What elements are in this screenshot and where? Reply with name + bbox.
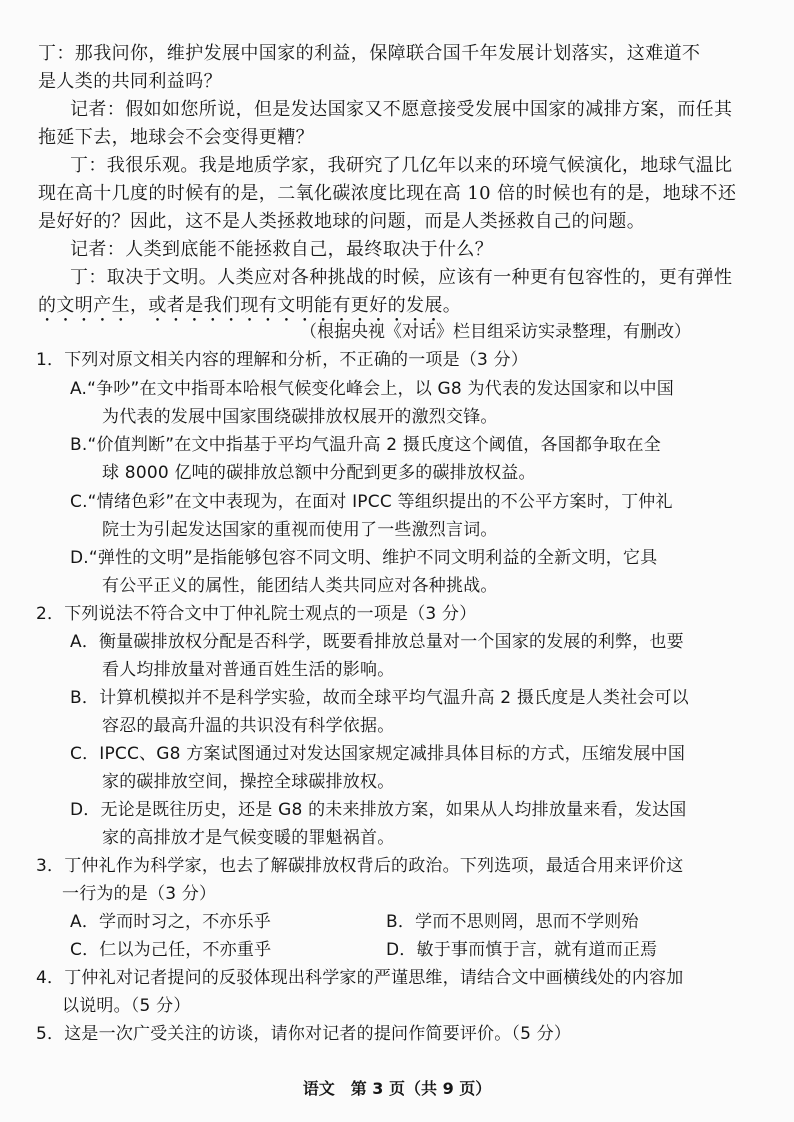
dialogue-line: 拖延下去，地球会不会变得更糟？ [38, 127, 314, 148]
dialogue-line: 是好好的？因此，这不是人类拯救地球的问题，而是人类拯救自己的问题。 [38, 211, 646, 232]
question-stem: 3．丁仲礼作为科学家，也去了解碳排放权背后的政治。下列选项，最适合用来评价这 [36, 856, 684, 876]
option-a: A．学而时习之，不亦乐乎 [70, 912, 272, 932]
option-b: B．学而不思则罔，思而不学则殆 [386, 912, 639, 932]
question-stem: 4．丁仲礼对记者提问的反驳体现出科学家的严谨思维，请结合文中画横线处的内容加 [36, 968, 684, 988]
question-stem-cont: 以说明。（5 分） [62, 996, 191, 1016]
dialogue-line-emphasized: 的文明产生，或者是我们现有文明能有更好的发展。 [38, 295, 462, 316]
option-b-cont: 容忍的最高升温的共识没有科学依据。 [102, 716, 395, 736]
option-b: B．计算机模拟并不是科学实验，故而全球平均气温升高 2 摄氏度是人类社会可以 [70, 688, 689, 708]
option-d: D．敏于事而慎于言，就有道而正焉 [386, 940, 658, 960]
option-d-cont: 有公平正义的属性，能团结人类共同应对各种挑战。 [102, 576, 498, 596]
option-c-cont: 家的碳排放空间，操控全球碳排放权。 [102, 772, 395, 792]
option-a: A.“争吵”在文中指哥本哈根气候变化峰会上，以 G8 为代表的发达国家和以中国 [70, 379, 674, 399]
question-stem: 1．下列对原文相关内容的理解和分析，不正确的一项是（3 分） [36, 350, 529, 370]
option-d: D.“弹性的文明”是指能够包容不同文明、维护不同文明利益的全新文明，它具 [70, 548, 658, 568]
option-a: A．衡量碳排放权分配是否科学，既要看排放总量对一个国家的发展的利弊，也要 [70, 632, 684, 652]
option-a-cont: 看人均排放量对普通百姓生活的影响。 [102, 660, 395, 680]
dialogue-line: 是人类的共同利益吗？ [38, 71, 222, 92]
option-b: B.“价值判断”在文中指基于平均气温升高 2 摄氏度这个阈值，各国都争取在全 [70, 435, 661, 455]
dialogue-line: 丁：那我问你，维护发展中国家的利益，保障联合国千年发展计划落实，这难道不 [38, 43, 701, 64]
page-footer: 语文 第 3 页（共 9 页） [302, 1079, 492, 1098]
option-c: C.“情绪色彩”在文中表现为，在面对 IPCC 等组织提出的不公平方案时，丁仲礼 [70, 492, 673, 512]
question-stem: 5．这是一次广受关注的访谈，请你对记者的提问作简要评价。（5 分） [36, 1024, 572, 1044]
question-stem: 2．下列说法不符合文中丁仲礼院士观点的一项是（3 分） [36, 604, 477, 624]
option-a-cont: 为代表的发展中国家围绕碳排放权展开的激烈交锋。 [102, 407, 498, 427]
source-note: （根据央视《对话》栏目组采访实录整理，有删改） [300, 322, 691, 342]
dialogue-line: 记者：人类到底能不能拯救自己，最终取决于什么？ [70, 239, 494, 260]
option-b-cont: 球 8000 亿吨的碳排放总额中分配到更多的碳排放权益。 [102, 463, 536, 483]
dialogue-line: 丁：我很乐观。我是地质学家，我研究了几亿年以来的环境气候演化，地球气温比 [70, 155, 733, 176]
question-stem-cont: 一行为的是（3 分） [62, 884, 217, 904]
dialogue-line: 现在高十几度的时候有的是，二氧化碳浓度比现在高 10 倍的时候也有的是，地球不还 [38, 183, 737, 204]
dialogue-line: 丁：取决于文明。人类应对各种挑战的时候，应该有一种更有包容性的，更有弹性 [70, 267, 733, 288]
dialogue-line: 记者：假如如您所说，但是发达国家又不愿意接受发展中国家的减排方案，而任其 [70, 99, 733, 120]
option-d-cont: 家的高排放才是气候变暖的罪魁祸首。 [102, 828, 395, 848]
option-d: D．无论是既往历史，还是 G8 的未来排放方案，如果从人均排放量来看，发达国 [70, 800, 687, 820]
option-c-cont: 院士为引起发达国家的重视而使用了一些激烈言词。 [102, 520, 498, 540]
option-c: C．IPCC、G8 方案试图通过对发达国家规定减排具体目标的方式，压缩发展中国 [70, 744, 686, 764]
option-c: C．仁以为己任，不亦重乎 [70, 940, 272, 960]
